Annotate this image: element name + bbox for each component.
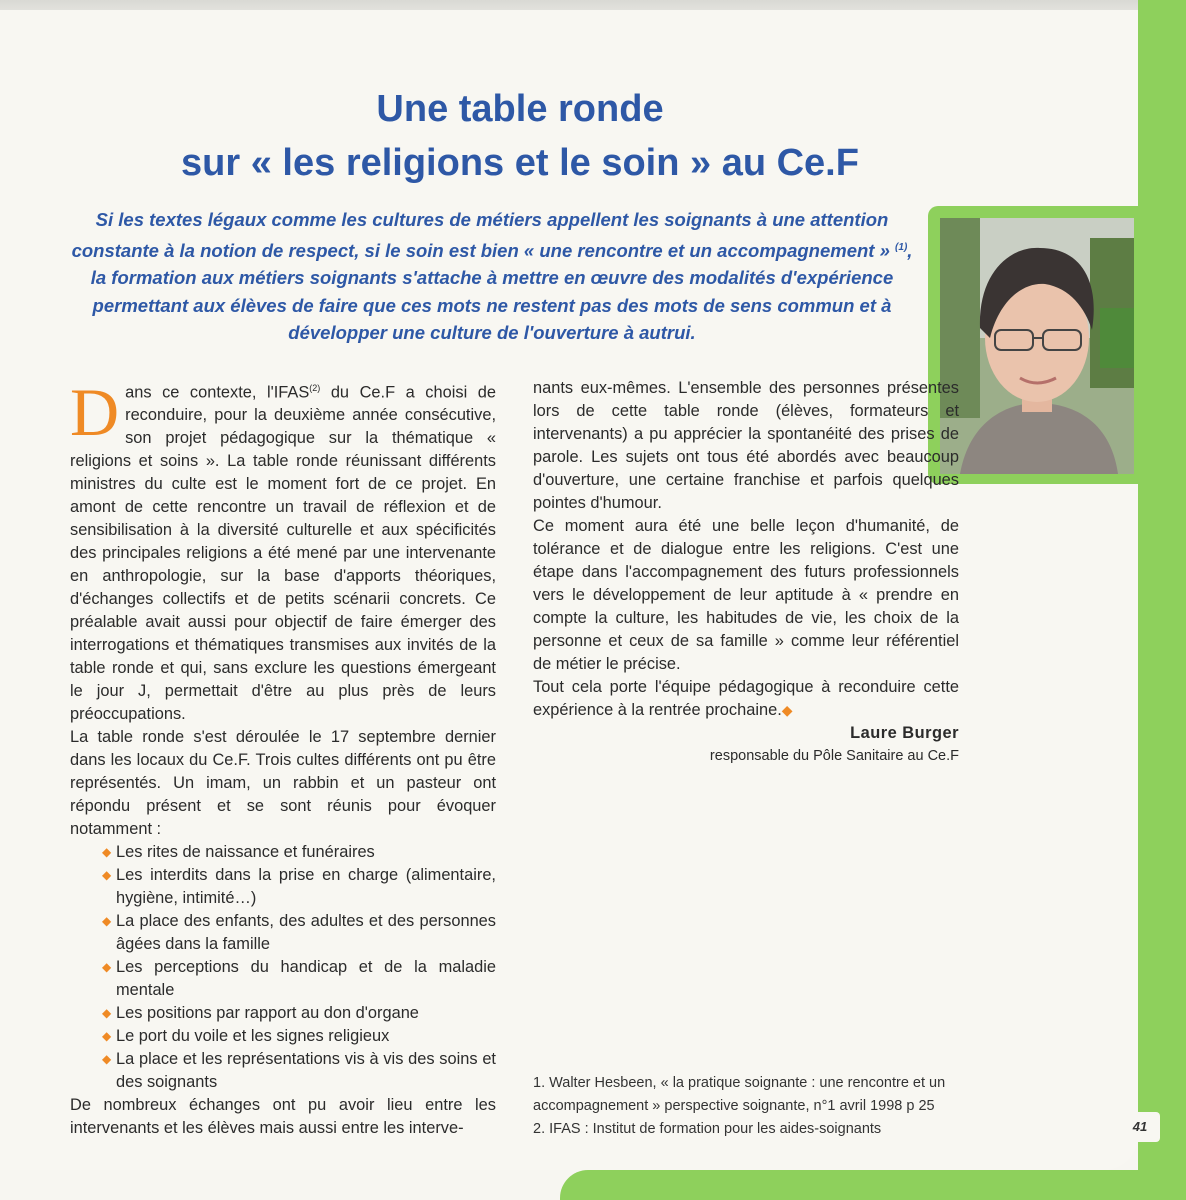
article-column-1 [70, 374, 496, 1140]
topics-list [70, 841, 496, 1094]
paragraph-context-start: ans ce contexte, l'IFAS [125, 383, 310, 402]
author-role: responsable du Pôle Sanitaire au Ce.F [709, 748, 959, 764]
green-side-band [1138, 0, 1186, 1200]
intro-text-end: , la formation aux métiers soignants s'attache à mettre en œuvre des modalités d'expérience permettant aux élèves de faire que ces mots ne restent pas des mots de sens commun et à développer une culture de l'ouverture à autrui. [90, 239, 913, 344]
article-intro [62, 206, 922, 347]
article-title [60, 82, 980, 190]
title-line-1: Une table ronde [376, 88, 664, 130]
bullet-diamond-icon: ◆ [102, 845, 112, 860]
title-line-2: sur « les religions et le soin » au Ce.F [181, 142, 859, 184]
bullet-diamond-icon: ◆ [102, 1006, 112, 1021]
article-column-2 [533, 377, 959, 768]
footnote-ref-2: (2) [309, 383, 321, 393]
paragraph-conclusion: Tout cela porte l'équipe pédagogique à reconduire cette expérience à la rentrée prochaine.◆ [533, 678, 959, 719]
list-item: ◆ Les interdits dans la prise en charge (alimentaire, hygiène, intimité…) [102, 866, 496, 908]
list-item: ◆ Le port du voile et les signes religieux [70, 1025, 496, 1048]
bullet-diamond-icon: ◆ [102, 914, 112, 929]
dropcap-letter: D [70, 374, 120, 450]
footnote-2: 2. IFAS : Institut de formation pour les aides-soignants [533, 1121, 882, 1137]
paragraph-participants: nants eux-mêmes. L'ensemble des personnes présentes lors de cette table ronde (élèves, formateurs et intervenants) a pu apprécier la spontanéité des prises de parole. Les sujets ont tous été abordés avec beaucoup d'ouverture, une certaine franchise et parfois quelques pointes d'humour. [533, 379, 959, 512]
list-item: ◆ La place des enfants, des adultes et des personnes âgées dans la famille [102, 912, 496, 954]
paragraph-context [70, 374, 496, 726]
paragraph-table-ronde: La table ronde s'est déroulée le 17 septembre dernier dans les locaux du Ce.F. Trois cultes différents ont pu être représentés. Un imam, un rabbin et un pasteur ont répondu présent et se sont réunis pour évoquer notamment : [70, 728, 496, 839]
footnote-ref-1: (1) [895, 241, 908, 253]
paragraph-lesson: Ce moment aura été une belle leçon d'humanité, de tolérance et de dialogue entre les religions. C'est une étape dans l'accompagnement des futurs professionnels vers le développement de leur aptitude à « prendre en compte la culture, les habitudes de vie, les choix de la personne et ceux de sa famille » comme leur référentiel de métier le précise. [533, 517, 959, 673]
page-number: 41 [1120, 1112, 1160, 1142]
paragraph-context-end: du Ce.F a choisi de reconduire, pour la deuxième année consécutive, son projet pédagogique sur la thématique « religions et soins ». La table ronde réunissant différents ministres du culte est le moment fort de ce projet. En amont de cette rencontre un travail de réflexion et de sensibilisation à la diversité culturelle et aux spécificités des principales religions a été mené par une intervenante en anthropologie, sur la base d'apports théoriques, d'échanges collectifs et de petits scénarii concrets. Ce préalable avait aussi pour objectif de faire émerger des interrogations et thématiques transmises aux invités de la table ronde et qui, sans exclure les questions émergeant le jour J, permettait d'être au plus près de leurs préoccupations. [70, 383, 496, 724]
end-diamond-icon: ◆ [781, 702, 793, 718]
footnote-1: 1. Walter Hesbeen, « la pratique soignante : une rencontre et un accompagnement » perspective soignante, n°1 avril 1998 p 25 [533, 1075, 946, 1114]
bullet-diamond-icon: ◆ [102, 868, 112, 883]
bullet-diamond-icon: ◆ [102, 1052, 112, 1067]
intro-text-start: Si les textes légaux comme les cultures de métiers appellent les soignants à une attention constante à la notion de respect, si le soin est bien « une rencontre et un accompagnement » [71, 209, 890, 261]
bullet-diamond-icon: ◆ [102, 960, 112, 975]
author-name: Laure Burger [850, 724, 959, 742]
list-item: ◆ Les positions par rapport au don d'organe [70, 1002, 496, 1025]
paragraph-exchanges: De nombreux échanges ont pu avoir lieu entre les intervenants et les élèves mais aussi entre les interve- [70, 1096, 496, 1138]
footnotes [533, 1072, 973, 1141]
author-photo [940, 218, 1134, 474]
list-item: ◆ Les rites de naissance et funéraires [70, 841, 496, 864]
green-bottom-band [560, 1170, 1186, 1200]
bullet-diamond-icon: ◆ [102, 1029, 112, 1044]
portrait-illustration [940, 218, 1134, 474]
list-item: ◆ Les perceptions du handicap et de la maladie mentale [102, 958, 496, 1000]
list-item: ◆ La place et les représentations vis à vis des soins et des soignants [102, 1050, 496, 1092]
